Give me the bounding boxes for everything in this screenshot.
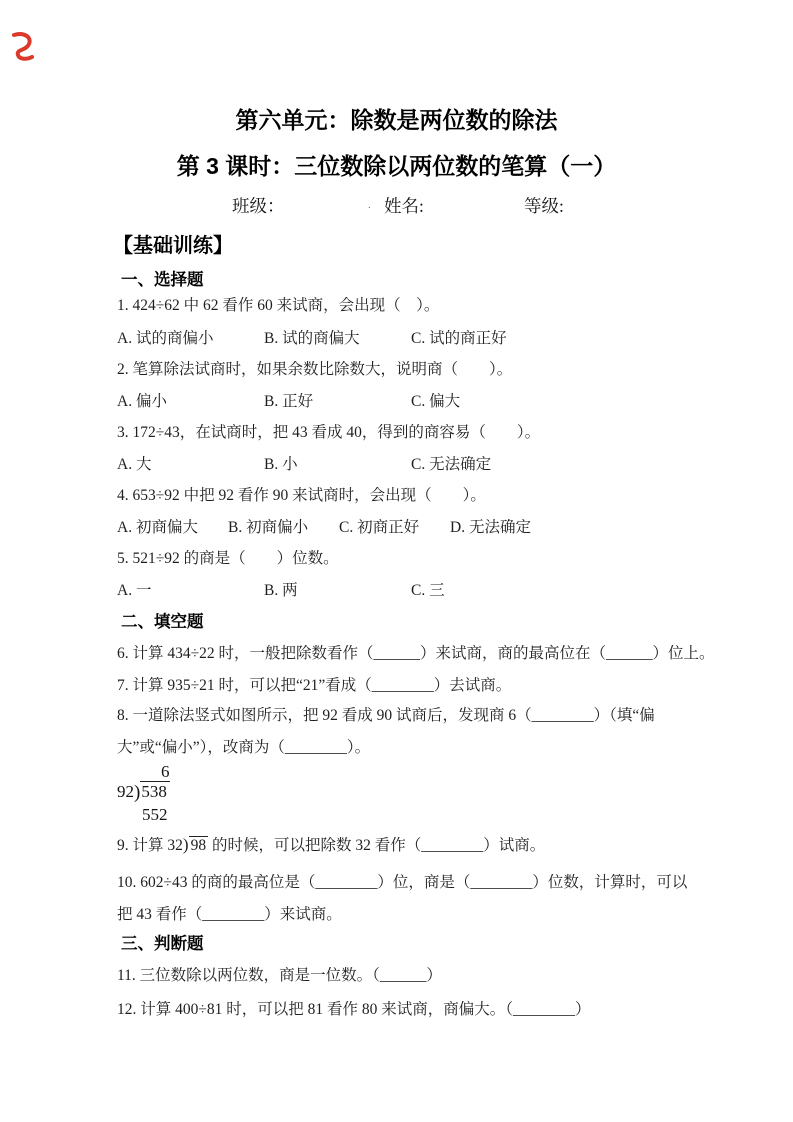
question-4: 4. 653÷92 中把 92 看作 90 来试商时，会出现（ ）。 (117, 487, 486, 504)
class-label: 班级： (232, 196, 285, 216)
grade-label: 等级: (524, 196, 564, 216)
question-2-options (117, 389, 460, 411)
basic-training-heading: 【基础训练】 (113, 235, 233, 257)
option-b: B. 正好 (264, 393, 314, 410)
question-9-prefix: 9. 计算 (117, 837, 164, 854)
question-5: 5. 521÷92 的商是（ ）位数。 (117, 550, 339, 567)
question-12: 12. 计算 400÷81 时，可以把 81 看作 80 来试商，商偏大。（________） (117, 1001, 591, 1018)
section-fill-heading: 二、填空题 (121, 613, 204, 631)
inline-division-bracket: ) (182, 835, 189, 854)
option-b: B. 试的商偏大 (264, 330, 360, 347)
question-5-options (117, 578, 445, 600)
question-4-options (117, 515, 531, 537)
question-7: 7. 计算 935÷21 时，可以把“21”看成（________）去试商。 (117, 677, 512, 694)
option-c: C. 无法确定 (411, 456, 492, 473)
option-a: A. 偏小 (117, 393, 167, 410)
option-c: C. 初商正好 (339, 519, 420, 536)
stray-dot: . (368, 199, 371, 211)
option-b: B. 初商偏小 (228, 519, 309, 536)
option-c: C. 试的商正好 (411, 330, 507, 347)
inline-division-divisor: 32 (167, 837, 183, 854)
division-product: 552 (142, 805, 168, 824)
division-dividend: 538 (140, 781, 170, 801)
unit-title: 第六单元：除数是两位数的除法 (235, 107, 558, 133)
question-2: 2. 笔算除法试商时，如果余数比除数大，说明商（ ）。 (117, 361, 513, 378)
question-1: 1. 424÷62 中 62 看作 60 来试商，会出现（ ）。 (117, 297, 440, 314)
option-b: B. 小 (264, 456, 298, 473)
option-c: C. 偏大 (411, 393, 461, 410)
name-label: 姓名: (384, 196, 424, 216)
option-c: C. 三 (411, 582, 445, 599)
inline-division (167, 837, 208, 854)
question-3: 3. 172÷43，在试商时，把 43 看成 40，得到的商容易（ ）。 (117, 424, 541, 441)
question-9-suffix: 的时候，可以把除数 32 看作（________）试商。 (211, 837, 546, 854)
student-info-row (0, 193, 793, 219)
question-3-options (117, 452, 491, 474)
inline-division-dividend: 98 (190, 837, 207, 854)
red-corner-mark (10, 31, 37, 63)
question-8: 8. 一道除法竖式如图所示，把 92 看成 90 试商后，发现商 6（________）（填“偏大”或“偏小”），改商为（________）。 (117, 707, 655, 756)
question-11: 11. 三位数除以两位数，商是一位数。（______） (117, 967, 442, 984)
long-division-figure (117, 762, 170, 825)
question-1-options (117, 326, 507, 348)
option-d: D. 无法确定 (450, 519, 531, 536)
division-quotient: 6 (161, 762, 170, 781)
division-main-row (117, 782, 170, 803)
option-b: B. 两 (264, 582, 298, 599)
lesson-title: 第 3 课时：三位数除以两位数的笔算（一） (176, 153, 617, 179)
option-a: A. 一 (117, 582, 152, 599)
question-6: 6. 计算 434÷22 时，一般把除数看作（______）来试商，商的最高位在（______）位上。 (117, 645, 715, 662)
option-a: A. 大 (117, 456, 152, 473)
option-a: A. 初商偏大 (117, 519, 198, 536)
question-10: 10. 602÷43 的商的最高位是（________）位，商是（________）位数，计算时，可以把 43 看作（________）来试商。 (117, 874, 688, 923)
question-9 (117, 833, 545, 855)
section-choice-heading: 一、选择题 (121, 271, 204, 289)
division-divisor: 92 (117, 782, 134, 801)
option-a: A. 试的商偏小 (117, 330, 214, 347)
division-bracket: ) (134, 782, 141, 803)
section-judge-heading: 三、判断题 (121, 935, 204, 953)
